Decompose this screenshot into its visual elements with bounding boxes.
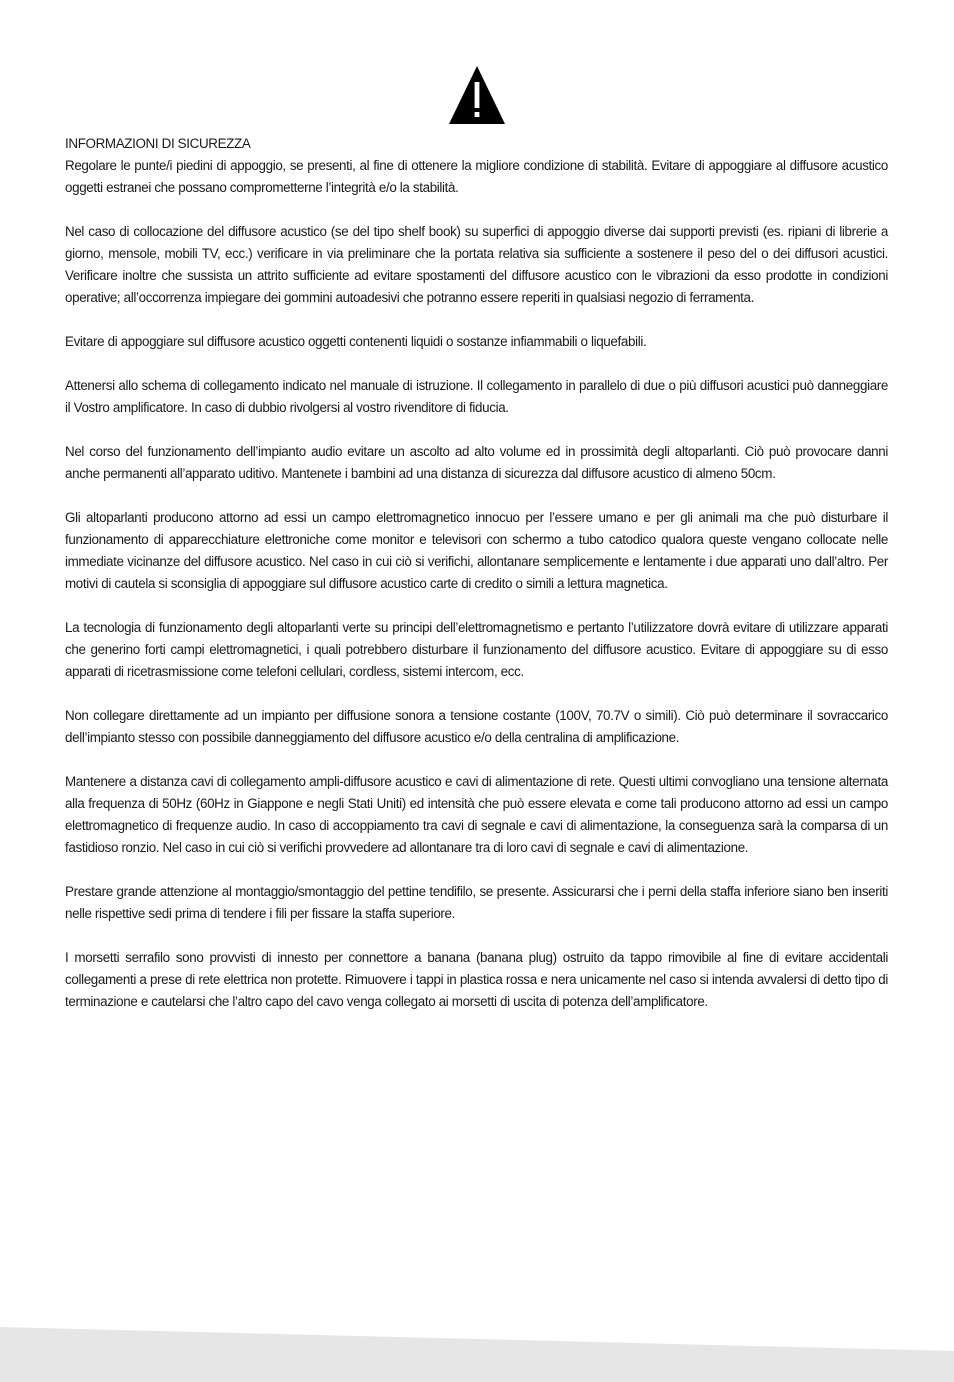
paragraph-stability: Regolare le punte/i piedini di appoggio, se presenti, al fine di ottenere la migliore condizione di stabilità. Evitare di appoggiare al diffusore acustico oggetti estranei che possano comprometterne l’integrità e/o la stabilità. xyxy=(65,158,888,195)
footer-band xyxy=(0,1327,954,1382)
paragraph-constant-voltage: Non collegare direttamente ad un impianto per diffusione sonora a tensione costante (100V, 70.7V o simili). Ciò può determinare il sovraccarico dell’impianto stesso con possibile danneggiamento del diffusore acustico e/o della centralina di amplificazione. xyxy=(65,708,888,745)
paragraph-connection-scheme: Attenersi allo schema di collegamento indicato nel manuale di istruzione. Il collegamento in parallelo di due o più diffusori acustici può danneggiare il Vostro amplificatore. In caso di dubbio rivolgersi al vostro rivenditore di fiducia. xyxy=(65,378,888,415)
safety-information xyxy=(65,133,888,1035)
paragraph-binding-posts: I morsetti serrafilo sono provvisti di innesto per connettore a banana (banana plug) ostruito da tappo rimovibile al fine di evitare accidentali collegamenti a prese di rete elettrica non protette. Rimuovere i tappi in plastica rossa e nera unicamente nel caso si intenda avvalersi di detto tipo di terminazione e cautelarsi che l’altro capo del cavo venga collegato ai morsetti di uscita di potenza dell’amplificatore. xyxy=(65,950,888,1009)
paragraph-magnetic-field: Gli altoparlanti producono attorno ad essi un campo elettromagnetico innocuo per l’essere umano e per gli animali ma che può disturbare il funzionamento di apparecchiature elettroniche come monitor e televisori con schermo a tubo catodico qualora queste vengano collocate nelle immediate vicinanze del diffusore acustico. Nel caso in cui ciò si verifichi, allontanare semplicemente e lentamente i due apparati uno dall’altro. Per motivi di cautela si sconsiglia di appoggiare sul diffusore acustico carte di credito o simili a lettura magnetica. xyxy=(65,510,888,591)
paragraph-electromagnetism: La tecnologia di funzionamento degli altoparlanti verte su principi dell’elettromagnetismo e pertanto l’utilizzatore dovrà evitare di utilizzare apparati che generino forti campi elettromagnetici, i quali potrebbero disturbare il funzionamento del diffusore acustico. Evitare di appoggiare su di esso apparati di ricetrasmissione come telefoni cellulari, cordless, sistemi intercom, ecc. xyxy=(65,620,888,679)
paragraph-wire-comb: Prestare grande attenzione al montaggio/smontaggio del pettine tendifilo, se presente. Assicurarsi che i perni della staffa inferiore siano ben inseriti nelle rispettive sedi prima di tendere i fili per fissare la staffa superiore. xyxy=(65,884,888,921)
paragraph-volume: Nel corso del funzionamento dell’impianto audio evitare un ascolto ad alto volume ed in prossimità degli altoparlanti. Ciò può provocare danni anche permanenti all’apparato uditivo. Mantenete i bambini ad una distanza di sicurezza dal diffusore acustico di almeno 50cm. xyxy=(65,444,888,481)
section-heading: INFORMAZIONI DI SICUREZZA xyxy=(65,136,251,151)
paragraph-liquids: Evitare di appoggiare sul diffusore acustico oggetti contenenti liquidi o sostanze infiammabili o liquefabili. xyxy=(65,334,647,349)
paragraph-shelf-placement: Nel caso di collocazione del diffusore acustico (se del tipo shelf book) su superfici di appoggio diverse dai supporti previsti (es. ripiani di librerie a giorno, mensole, mobili TV, ecc.) verificare in via preliminare che la portata relativa sia sufficiente a sostenere il peso del o dei diffusori acustici. Verificare inoltre che sussista un attrito sufficiente ad evitare spostamenti del diffusore acustico con le vibrazioni da esso prodotte in condizioni operative; all’occorrenza impiegare dei gommini autoadesivi che potranno essere reperiti in qualsiasi negozio di ferramenta. xyxy=(65,224,888,305)
warning-triangle-icon xyxy=(447,64,507,126)
paragraph-cable-distance: Mantenere a distanza cavi di collegamento ampli-diffusore acustico e cavi di alimentazione di rete. Questi ultimi convogliano una tensione alternata alla frequenza di 50Hz (60Hz in Giappone e negli Stati Uniti) ed intensità che può essere elevata e come tali producono attorno ad essi un campo elettromagnetico di frequenze audio. In caso di accoppiamento tra cavi di segnale e cavi di alimentazione, la conseguenza sarà la comparsa di un fastidioso ronzio. Nel caso in cui ciò si verifichi provvedere ad allontanare tra di loro cavi di segnale e cavi di alimentazione. xyxy=(65,774,888,855)
